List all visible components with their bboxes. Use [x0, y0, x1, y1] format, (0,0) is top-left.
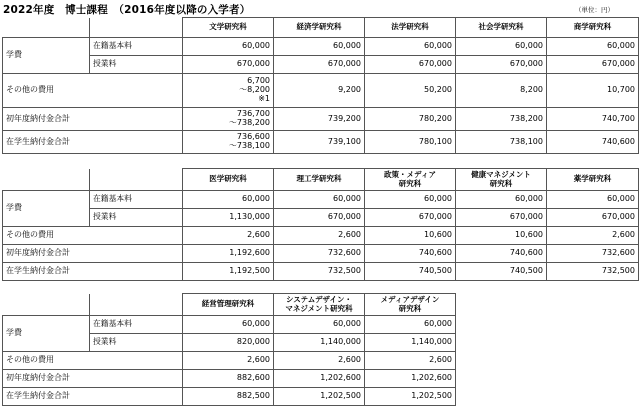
table-row	[3, 131, 639, 154]
value-cell: 740,700	[547, 108, 639, 131]
value-cell: 732,600	[274, 245, 365, 263]
value-cell: 60,000	[183, 38, 274, 56]
corner-cell	[3, 169, 90, 191]
row-label-sonota: その他の費用	[3, 227, 183, 245]
row-label-shonendo: 初年度納付金合計	[3, 245, 183, 263]
row-label-sonota: その他の費用	[3, 352, 183, 370]
row-label-zaiseki: 在籍基本料	[90, 191, 183, 209]
table-row	[3, 316, 456, 334]
column-header: メディアデザイン 研究科	[365, 294, 456, 316]
value-cell: 60,000	[183, 191, 274, 209]
value-cell: 60,000	[274, 316, 365, 334]
table-row	[3, 245, 639, 263]
column-header: 経営管理研究科	[183, 294, 274, 316]
value-cell: 2,600	[365, 352, 456, 370]
unit-note: （単位：円）	[575, 6, 614, 14]
value-cell: 60,000	[183, 316, 274, 334]
value-cell: 60,000	[365, 38, 456, 56]
column-header: 法学研究科	[365, 18, 456, 38]
row-label-sonota: その他の費用	[3, 74, 183, 108]
fee-table-1	[2, 17, 639, 154]
value-cell: 670,000	[547, 56, 639, 74]
corner-cell	[3, 294, 90, 316]
value-cell: 2,600	[274, 227, 365, 245]
table-row	[3, 38, 639, 56]
value-cell: 670,000	[365, 56, 456, 74]
column-header: 薬学研究科	[547, 169, 639, 191]
value-cell: 60,000	[456, 191, 547, 209]
column-header: 健康マネジメント 研究科	[456, 169, 547, 191]
value-cell: 738,100	[456, 131, 547, 154]
value-cell: 738,200	[456, 108, 547, 131]
value-cell: 1,202,600	[274, 370, 365, 388]
corner-cell	[90, 169, 183, 191]
value-cell: 9,200	[274, 74, 365, 108]
fee-table-3	[2, 293, 456, 406]
column-header: 文学研究科	[183, 18, 274, 38]
column-header: 理工学研究科	[274, 169, 365, 191]
value-cell: 1,202,500	[274, 388, 365, 406]
row-label-zaiseki: 在籍基本料	[90, 316, 183, 334]
value-cell: 6,700 ～8,200 ※1	[183, 74, 274, 108]
value-cell: 736,600 ～738,100	[183, 131, 274, 154]
value-cell: 739,200	[274, 108, 365, 131]
value-cell: 670,000	[547, 209, 639, 227]
row-label-jugyo: 授業料	[90, 56, 183, 74]
value-cell: 1,140,000	[365, 334, 456, 352]
row-label-zaiseki: 在籍基本料	[90, 38, 183, 56]
value-cell: 8,200	[456, 74, 547, 108]
value-cell: 60,000	[274, 191, 365, 209]
value-cell: 732,600	[547, 245, 639, 263]
value-cell: 60,000	[365, 316, 456, 334]
row-label-jugyo: 授業料	[90, 209, 183, 227]
value-cell: 732,500	[547, 263, 639, 281]
row-label-zaigakusei: 在学生納付金合計	[3, 131, 183, 154]
table-row	[3, 370, 456, 388]
table-row	[3, 74, 639, 108]
value-cell: 1,202,600	[365, 370, 456, 388]
table-row	[3, 263, 639, 281]
value-cell: 10,600	[365, 227, 456, 245]
value-cell: 60,000	[365, 191, 456, 209]
row-label-zaigakusei: 在学生納付金合計	[3, 263, 183, 281]
column-header: システムデザイン・ マネジメント研究科	[274, 294, 365, 316]
row-label-gakuhi: 学費	[3, 191, 90, 227]
row-label-shonendo: 初年度納付金合計	[3, 108, 183, 131]
fee-table-2	[2, 168, 639, 281]
value-cell: 740,500	[456, 263, 547, 281]
value-cell: 736,700 ～738,200	[183, 108, 274, 131]
header-row	[3, 169, 639, 191]
value-cell: 60,000	[456, 38, 547, 56]
value-cell: 1,192,500	[183, 263, 274, 281]
row-label-shonendo: 初年度納付金合計	[3, 370, 183, 388]
row-label-zaigakusei: 在学生納付金合計	[3, 388, 183, 406]
value-cell: 10,700	[547, 74, 639, 108]
value-cell: 670,000	[274, 209, 365, 227]
header-row	[3, 294, 456, 316]
column-header: 商学研究科	[547, 18, 639, 38]
row-label-gakuhi: 学費	[3, 316, 90, 352]
row-label-gakuhi: 学費	[3, 38, 90, 74]
value-cell: 50,200	[365, 74, 456, 108]
column-header: 経済学研究科	[274, 18, 365, 38]
value-cell: 739,100	[274, 131, 365, 154]
value-cell: 670,000	[456, 56, 547, 74]
value-cell: 670,000	[183, 56, 274, 74]
table-row	[3, 388, 456, 406]
value-cell: 740,600	[456, 245, 547, 263]
table-row	[3, 108, 639, 131]
value-cell: 670,000	[365, 209, 456, 227]
value-cell: 1,130,000	[183, 209, 274, 227]
value-cell: 1,202,500	[365, 388, 456, 406]
value-cell: 740,500	[365, 263, 456, 281]
value-cell: 820,000	[183, 334, 274, 352]
table-row	[3, 227, 639, 245]
value-cell: 1,192,600	[183, 245, 274, 263]
corner-cell	[90, 18, 183, 38]
corner-cell	[3, 18, 90, 38]
value-cell: 60,000	[547, 191, 639, 209]
column-header: 政策・メディア 研究科	[365, 169, 456, 191]
value-cell: 732,500	[274, 263, 365, 281]
table-row	[3, 56, 639, 74]
value-cell: 2,600	[183, 352, 274, 370]
column-header: 医学研究科	[183, 169, 274, 191]
corner-cell	[90, 294, 183, 316]
value-cell: 882,500	[183, 388, 274, 406]
value-cell: 780,100	[365, 131, 456, 154]
header-row	[3, 18, 639, 38]
page-title: 2022年度 博士課程 （2016年度以降の入学者）	[3, 4, 251, 16]
value-cell: 780,200	[365, 108, 456, 131]
value-cell: 740,600	[365, 245, 456, 263]
value-cell: 2,600	[274, 352, 365, 370]
value-cell: 60,000	[274, 38, 365, 56]
value-cell: 670,000	[274, 56, 365, 74]
row-label-jugyo: 授業料	[90, 334, 183, 352]
value-cell: 740,600	[547, 131, 639, 154]
value-cell: 882,600	[183, 370, 274, 388]
table-row	[3, 191, 639, 209]
column-header: 社会学研究科	[456, 18, 547, 38]
table-row	[3, 352, 456, 370]
table-row	[3, 209, 639, 227]
value-cell: 10,600	[456, 227, 547, 245]
value-cell: 60,000	[547, 38, 639, 56]
value-cell: 670,000	[456, 209, 547, 227]
value-cell: 1,140,000	[274, 334, 365, 352]
value-cell: 2,600	[547, 227, 639, 245]
value-cell: 2,600	[183, 227, 274, 245]
